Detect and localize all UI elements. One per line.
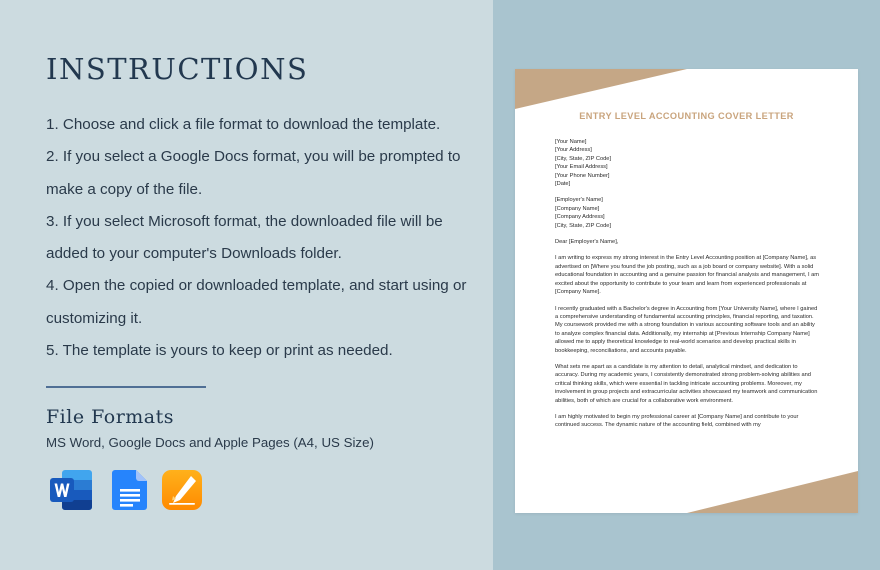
microsoft-word-icon[interactable] — [48, 468, 92, 512]
instructions-title: INSTRUCTIONS — [46, 52, 309, 86]
letter-paragraph: What sets me apart as a candidate is my attention to detail, analytical mindset, and dedication to accuracy. During my academic years, I consistently demonstrated strong problem-solving abilities and critical thinking skills, which were essential in tackling intricate accounting problems. Moreover, my involvement in group projects and extracurricular activities showcased my teamwork and communication abilities, both of which are crucial for a collaborative work environment. — [555, 363, 818, 404]
recipient-block — [555, 196, 820, 230]
sender-line: [Your Address] — [555, 147, 592, 154]
recipient-line: [Company Name] — [555, 205, 600, 212]
document-preview — [515, 69, 858, 513]
instruction-step: 4. Open the copied or downloaded template, and start using or customizing it. — [46, 277, 467, 327]
bottom-decoration-shape — [515, 471, 858, 513]
top-decoration-shape — [515, 69, 858, 111]
salutation: Dear [Employer's Name], — [555, 239, 619, 246]
instruction-steps — [46, 109, 486, 367]
letter-title: ENTRY LEVEL ACCOUNTING COVER LETTER — [579, 111, 794, 121]
instruction-step: 3. If you select Microsoft format, the downloaded file will be added to your computer's Downloads folder. — [46, 212, 443, 263]
recipient-line: [Employer's Name] — [555, 197, 603, 204]
instruction-step: 2. If you select a Google Docs format, you will be prompted to make a copy of the file. — [46, 148, 461, 198]
file-formats-description: MS Word, Google Docs and Apple Pages (A4, US Size) — [46, 435, 374, 450]
recipient-line: [Company Address] — [555, 214, 605, 221]
recipient-line: [City, State, ZIP Code] — [555, 222, 612, 229]
section-divider — [46, 386, 206, 388]
file-formats-title: File Formats — [46, 406, 175, 428]
sender-line: [Your Phone Number] — [555, 172, 610, 179]
google-docs-icon[interactable] — [108, 468, 152, 512]
sender-line: [Your Name] — [555, 139, 587, 145]
sender-line: [City, State, ZIP Code] — [555, 155, 612, 162]
sender-block — [555, 138, 820, 188]
letter-paragraph: I am writing to express my strong interest in the Entry Level Accounting position at [Company Name], as advertised on [Where you found the job posting, such as a job board or company website]. With a solid educational foundation in accounting and a genuine passion for financial analysis and management, I am excited about the opportunity to contribute to your team and learn from experienced professionals at [Company Name]. — [555, 255, 820, 296]
letter-paragraph: I am highly motivated to begin my professional career at [Company Name] and contribute to your continued success. The dynamic nature of the accounting field, combined with my — [555, 413, 799, 429]
letter-paragraph: I recently graduated with a Bachelor's degree in Accounting from [Your University Name], where I gained a comprehensive understanding of fundamental accounting principles, financial reporting, and taxation. My coursework provided me with a strong foundation in various accounting software tools and an ability to analyze complex financial data. Additionally, my internship at [Previous Internship Company Name] allowed me to apply theoretical knowledge to real-world scenarios and develop practical skills in bookkeeping, reconciliations, and accounts payable. — [555, 305, 818, 354]
sender-line: [Date] — [555, 181, 571, 188]
letter-body — [555, 138, 820, 438]
apple-pages-icon[interactable] — [160, 468, 204, 512]
instruction-step: 1. Choose and click a file format to download the template. — [46, 116, 441, 133]
instruction-step: 5. The template is yours to keep or print as needed. — [46, 342, 393, 360]
sender-line: [Your Email Address] — [555, 164, 608, 171]
